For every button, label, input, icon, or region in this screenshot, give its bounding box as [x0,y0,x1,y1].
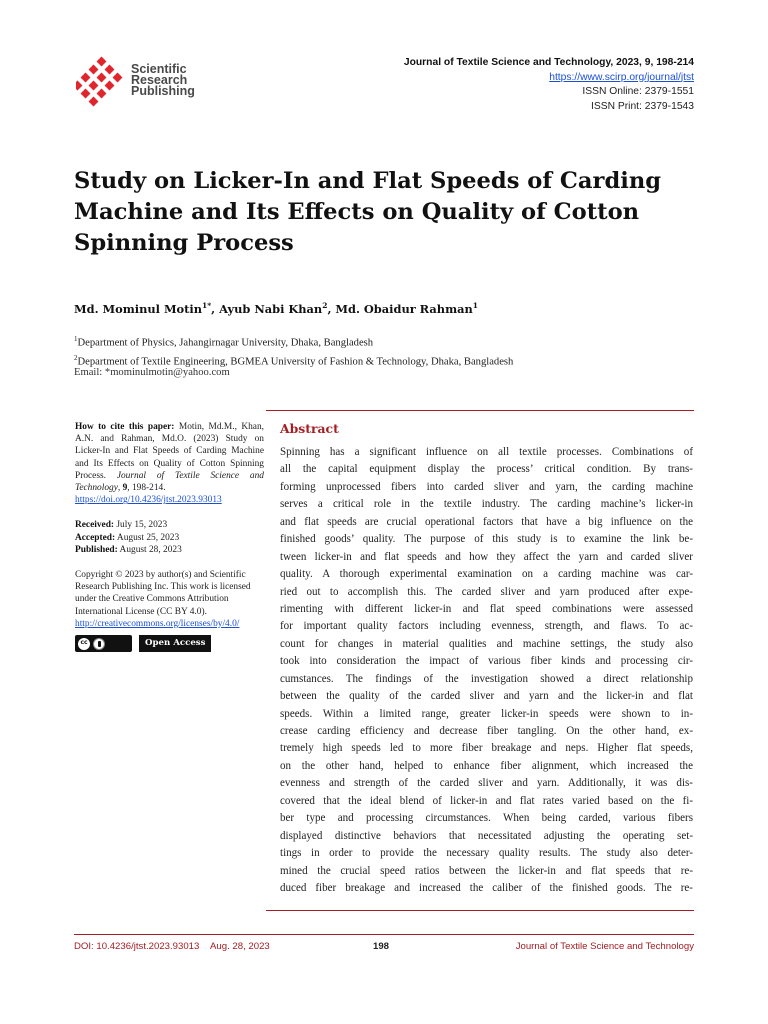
citation-text: Motin, Md.M., Khan, A.N. and Rahman, Md.O. (2023) Study on Licker-In and Flat Speeds of Carding Machine and Its Effects on Quality of Cotton Spinning Process. [75,422,264,481]
journal-url-link[interactable]: https://www.scirp.org/journal/jtst [549,71,694,83]
received-value: July 15, 2023 [114,520,168,531]
abstract-line: cumstances. The findings of the investigation showed a direct relationship [280,672,693,685]
paper-title [74,166,714,259]
abstract-line: forming unprocessed fibers into carded sliver and yarn, the carding machine [280,480,693,493]
author-affil-sup: 1* [202,301,212,310]
cc-by-license-icon[interactable] [75,635,132,652]
author-affil-sup: 1 [472,301,479,310]
footer-journal-name: Journal of Textile Science and Technology [515,941,694,952]
abstract-line: took into consideration the impact of various fiber kinds and processing cir- [280,655,693,668]
accepted-value: August 25, 2023 [115,532,180,543]
title-line: Spinning Process [74,230,294,256]
author-separator: , [327,301,336,316]
author-name: Md. Obaidur Rahman [335,301,473,316]
abstract-line: mined the crucial speed ratios between the licker-in and flat speeds that re- [280,864,693,877]
license-badges [75,635,264,652]
author-separator: , [211,301,220,316]
author-affil-sup: 2 [322,301,328,310]
received-date [75,519,264,531]
published-value: August 28, 2023 [117,544,182,555]
published-date [75,544,264,556]
abstract-top-rule [266,410,694,411]
issn-online: ISSN Online: 2379-1551 [582,86,694,98]
by-person-icon [93,638,105,650]
abstract-line: evenness and strength of the carded sliver and yarn. Additionally, it was dis- [280,777,693,790]
abstract-line: Spinning has a significant influence on all textile processes. Combinations of [280,446,693,458]
journal-header [404,56,694,114]
citation-block [75,421,264,506]
abstract-line: on the other hand, helped to enhance fiber alignment, which increased the [280,759,693,772]
journal-citation: Journal of Textile Science and Technology, 2023, 9, 198-214 [403,57,694,68]
author-name: Md. Mominul Motin [74,301,203,316]
footer-doi [74,941,270,952]
abstract-line: for important quality factors including evenness, strength, and flaws. To ac- [280,620,693,633]
published-label: Published: [75,544,118,555]
affiliation-text: Department of Textile Engineering, BGMEA University of Fashion & Technology, Dhaka, Bangladesh [77,356,514,368]
open-access-badge[interactable]: Open Access [139,635,211,652]
abstract-line: ber type and processing circumstances. When being carded, various fibers [280,812,693,825]
license-link[interactable]: http://creativecommons.org/licenses/by/4.0/ [75,618,240,629]
accepted-label: Accepted: [75,532,116,543]
copyright-notice: Copyright © 2023 by author(s) and Scientific Research Publishing Inc. This work is licensed under the Creative Commons Attribution International License (CC BY 4.0). [75,570,251,617]
footer-doi-text: DOI: 10.4236/jtst.2023.93013 [74,941,200,952]
abstract-line: all the capital equipment display the process’ critical condition. By trans- [280,463,693,476]
abstract-line: and flat speeds are crucial operational factors that have a big influence on the [280,515,693,528]
abstract-line: covered that the ideal blend of licker-in and flat rates varied based on the fi- [280,794,693,807]
abstract-line: tings in order to provide the necessary quality results. The study also deter- [280,847,693,860]
abstract-heading: Abstract [280,421,339,436]
abstract-line: serves a critical role in the textile industry. The carding machine’s licker-in [280,498,693,511]
footer-page-number: 198 [373,941,390,952]
affiliation-sup: 1 [74,335,78,343]
corresponding-email: Email: *mominulmotin@yahoo.com [74,367,230,378]
affiliation [74,332,513,351]
abstract-line: quality. A thorough experimental examination on a carding machine was car- [280,568,693,581]
abstract-bottom-rule [266,910,694,911]
footer-date: Aug. 28, 2023 [210,941,270,952]
article-info-sidebar [75,421,264,652]
abstract-line: duced fiber breakage and increased the caliber of the finished goods. The re- [280,881,693,894]
citation-journal: Journal of Textile Science and Technology [75,470,264,494]
citation-comma: , [117,483,123,494]
abstract-line: ried out to accomplish this. The carded sliver and yarn produced after expe- [280,585,693,598]
affiliations [74,332,513,369]
issn-print: ISSN Print: 2379-1543 [590,100,694,112]
citation-volume: 9 [122,483,128,494]
accepted-date [75,532,264,544]
affiliation-text: Department of Physics, Jahangirnagar University, Dhaka, Bangladesh [77,337,374,349]
publisher-line: Publishing [131,84,195,98]
citation-pages: , 198-214. [127,483,166,494]
publisher-line: Scientific [131,62,187,76]
author-list [74,301,478,316]
affiliation-sup: 2 [74,353,78,362]
abstract-line: rimenting with different licker-in and flat speed combinations were assessed [280,602,693,615]
title-line: Machine and Its Effects on Quality of Cotton [74,199,640,225]
doi-link[interactable]: https://doi.org/10.4236/jtst.2023.93013 [75,495,222,506]
title-line: Study on Licker-In and Flat Speeds of Carding [74,168,662,194]
cc-icon: cc [78,638,90,650]
abstract-line: tween licker-in and flat speeds and how they affect the yarn and carded sliver [280,550,693,563]
abstract-line: crease carding efficiency and decrease fiber tangling. On the other hand, ex- [280,725,693,737]
abstract-line: count for changes in material qualities and machine settings, the study also [280,637,693,650]
abstract-line: displayed distinctive behaviors that necessitated adjusting the operating set- [280,829,693,842]
author-name: Ayub Nabi Khan [219,301,323,316]
abstract-body [280,444,693,897]
received-label: Received: [75,520,115,531]
logo-diamond-mark [76,57,122,107]
abstract-line: speeds. Within a limited range, greater licker-in speeds were shown to in- [280,707,693,720]
abstract-line: between the quality of the carded sliver and yarn and the licker-in and flat [280,690,693,703]
footer-rule [74,934,694,935]
publisher-line: Research [131,73,188,87]
publisher-name [131,64,195,97]
abstract-line: finished goods’ quality. The purpose of this study is to examine the link be- [280,533,693,546]
abstract-line: tremely high speeds led to more fiber breakage and neps. Higher flat speeds, [280,742,693,755]
citation-label: How to cite this paper: [75,422,175,432]
